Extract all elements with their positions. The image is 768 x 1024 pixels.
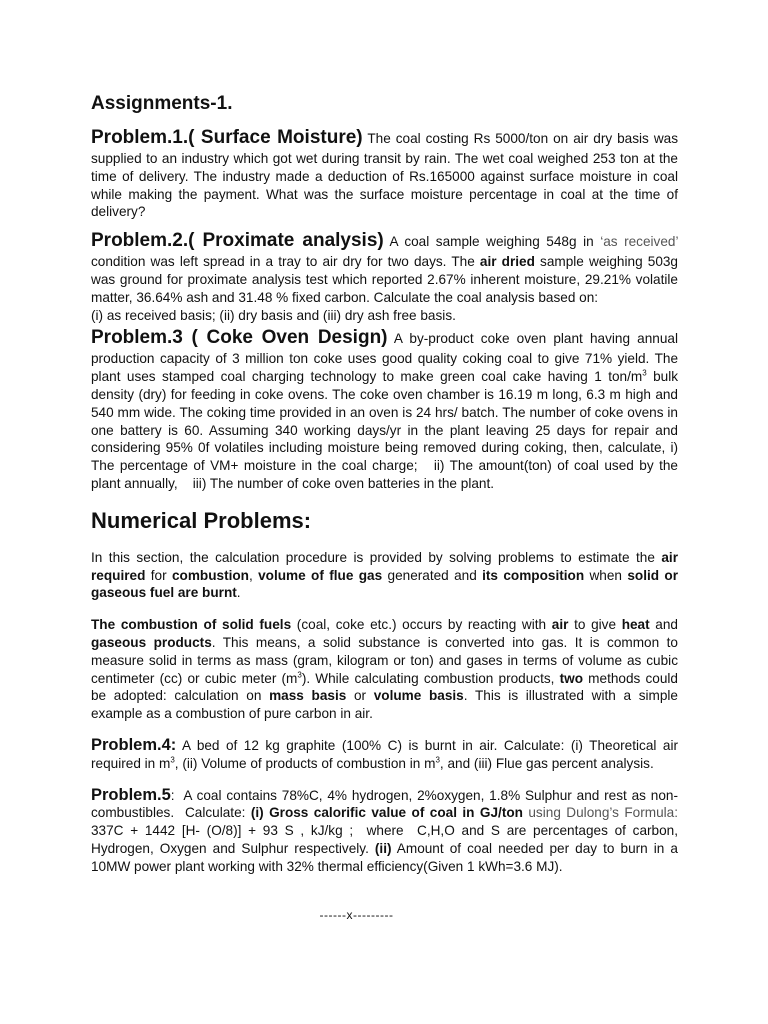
problem-5-colon: : xyxy=(170,787,175,803)
problem-2-air-dried: air dried xyxy=(479,254,535,270)
solid-text-6: methods could be adopted: calculation on xyxy=(91,670,678,704)
solid-bold-air: air xyxy=(551,617,569,633)
problem-1-text: The coal costing Rs 5000/ton on air dry basis was supplied to an industry which got wet during transit by rain. The wet coal weighed 253 ton at the time of delivery. The industry made a deduction of Rs.165000 against surface moisture in coal while making the payment. What was the surface moisture percentage in coal at the time of delivery? xyxy=(91,131,678,220)
intro-text-5: when xyxy=(584,567,628,583)
problem-5-text-a: A coal contains 78%C, 4% hydrogen, 2%oxygen, 1.8% Sulphur and rest as non-combustibles. Calculate: xyxy=(91,787,678,821)
intro-bold-composition: its composition xyxy=(482,567,585,583)
problem-4-text-a: A bed of 12 kg graphite (100% C) is burnt in air. Calculate: (i) Theoretical air required in m xyxy=(91,737,678,771)
intro-text-2: for xyxy=(145,567,172,583)
problem-4-title: Problem.4: xyxy=(91,735,177,754)
intro-bold-air-required: air required xyxy=(91,549,678,583)
solid-text-1: (coal, coke etc.) occurs by reacting with xyxy=(291,617,552,633)
solid-text-8: . This is illustrated with a simple example as a combustion of pure carbon in air. xyxy=(91,688,678,722)
end-mark-text: ------x--------- xyxy=(319,908,394,922)
intro-text-1: In this section, the calculation procedure is provided by solving problems to estimate the xyxy=(91,549,662,565)
problem-4 xyxy=(91,737,678,773)
solid-bold-1: The combustion of solid fuels xyxy=(91,617,292,633)
solid-fuel-paragraph xyxy=(91,616,678,723)
solid-text-4: . This means, a solid substance is converted into gas. It is common to measure solid in terms as mass (gram, kilogram or ton) and gases in terms of volume as cubic centimeter (cc) or cubic meter (m xyxy=(91,634,678,686)
intro-bold-flue-gas: volume of flue gas xyxy=(258,567,383,583)
solid-text-7: or xyxy=(346,688,374,704)
problem-2 xyxy=(91,229,678,324)
intro-text-3: , xyxy=(248,567,259,583)
numerical-intro xyxy=(91,549,678,602)
problem-3-text-b: bulk density (dry) for feeding in coke ovens. The coke oven chamber is 16.19 m long, 6.3 m high and 540 mm wide. The coking time provided in an oven is 24 hrs/ batch. The number of coke ovens in one battery is 60. Assuming 340 working days/yr in the plant leaving 25 days for repair and considering 95% 0f volatiles including moisture being removed during coking, then, calculate, i) The percentage of VM+ moisture in the coal charge; ii) The amount(ton) of coal used by the plant annually, iii) The number of coke oven batteries in the plant. xyxy=(91,369,679,491)
problem-2-text-a: A coal sample weighing 548g in xyxy=(383,234,601,250)
problem-3-sup: 3 xyxy=(642,368,647,378)
problem-5-bold-2: (ii) xyxy=(374,840,392,856)
problem-5-dulong: using Dulong’s Formula: xyxy=(522,805,678,821)
solid-bold-mass-basis: mass basis xyxy=(269,688,347,704)
intro-bold-combustion: combustion xyxy=(171,567,249,583)
problem-3 xyxy=(91,326,678,492)
intro-text-6: . xyxy=(236,585,241,601)
solid-bold-heat: heat xyxy=(621,617,650,633)
solid-text-3: and xyxy=(649,617,678,633)
problem-5-text-b: 337C + 1442 [H- (O/8)] + 93 S , kJ/kg ; where C,H,O and S are percentages of carbon, Hydrogen, Oxygen and Sulphur respectively. xyxy=(91,823,678,856)
problem-3-text-a: A by-product coke oven plant having annual production capacity of 3 million ton coke uses good quality coking coal to give 71% yield. The plant uses stamped coal charging technology to make green coal cake having 1 ton/m xyxy=(91,331,678,385)
problem-3-title: Problem.3 ( Coke Oven Design) xyxy=(91,327,388,349)
solid-bold-volume-basis: volume basis xyxy=(373,688,464,704)
problem-2-text-b: condition was left spread in a tray to air dry for two days. The xyxy=(91,254,480,270)
problem-2-quote: ‘as received’ xyxy=(600,234,678,250)
intro-bold-fuel-burnt: solid or gaseous fuel are burnt xyxy=(91,567,679,601)
problem-5-bold-1: (i) Gross calorific value of coal in GJ/ton xyxy=(250,805,523,821)
problem-4-text-b: , (ii) Volume of products of combustion in m xyxy=(174,755,436,771)
problem-5 xyxy=(91,787,678,876)
assignment-title: Assignments-1. xyxy=(91,93,233,114)
solid-sup: 3 xyxy=(297,670,302,679)
problem-4-text-c: , and (iii) Flue gas percent analysis. xyxy=(439,755,654,771)
solid-bold-two: two xyxy=(559,670,584,686)
problem-5-text-c: Amount of coal needed per day to burn in a 10MW power plant working with 32% thermal efficiency(Given 1 kWh=3.6 MJ). xyxy=(91,840,678,874)
solid-text-2: to give xyxy=(568,617,622,633)
problem-1-title: Problem.1.( Surface Moisture) xyxy=(91,127,363,148)
solid-bold-gaseous: gaseous products xyxy=(91,634,212,650)
problem-4-sup-1: 3 xyxy=(170,755,175,765)
problem-2-title: Problem.2.( Proximate analysis) xyxy=(91,230,384,252)
numerical-problems-heading: Numerical Problems: xyxy=(91,507,312,533)
solid-text-5: ). While calculating combustion products, xyxy=(301,670,560,686)
problem-5-title: Problem.5 xyxy=(91,785,171,804)
problem-2-text-d: (i) as received basis; (ii) dry basis and (iii) dry ash free basis. xyxy=(91,307,456,323)
end-mark xyxy=(0,908,768,922)
problem-1 xyxy=(91,126,678,221)
problem-4-sup-2: 3 xyxy=(435,755,440,765)
intro-text-4: generated and xyxy=(382,567,483,583)
problem-2-text-c: sample weighing 503g was ground for proximate analysis test which reported 2.67% inherent moisture, 29.21% volatile matter, 36.64% ash and 31.48 % fixed carbon. Calculate the coal analysis based on: xyxy=(91,254,678,305)
